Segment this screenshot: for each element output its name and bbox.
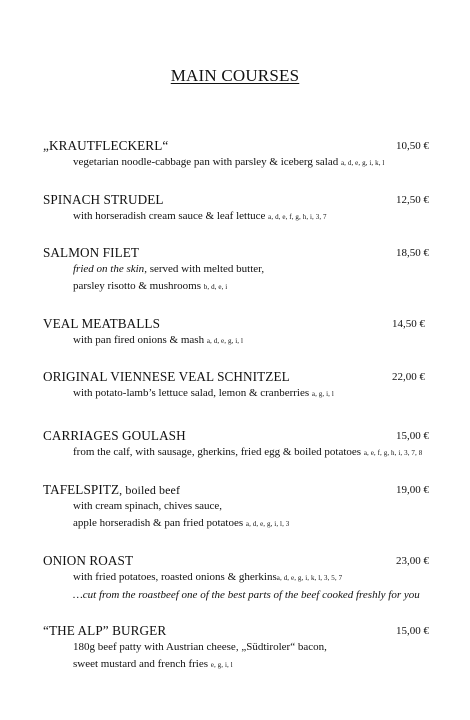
allergen-codes: a, d, e, g, i, l, 3	[245, 520, 290, 528]
item-description	[73, 569, 433, 587]
item-description	[73, 498, 433, 515]
allergen-codes: a, d, e, g, i, l	[206, 337, 244, 345]
item-description-line2	[73, 278, 433, 296]
item-description	[73, 154, 433, 172]
description-italic-text: …cut from the roastbeef one of the best parts of the beef cooked freshly for you	[73, 589, 420, 601]
item-name: SPINACH STRUDEL	[43, 192, 164, 207]
page-title: MAIN COURSES	[170, 66, 300, 85]
menu-item-tafelspitz	[43, 482, 433, 533]
item-description	[73, 261, 433, 278]
item-description-line2	[73, 515, 433, 533]
item-price: 14,50 €	[392, 318, 425, 330]
item-description-line2	[73, 587, 433, 604]
item-name	[43, 482, 433, 498]
menu-item-salmon-filet	[43, 245, 433, 296]
description-text: from the calf, with sausage, gherkins, fried egg & boiled potatoes	[73, 446, 362, 458]
allergen-codes: a, e, f, g, h, i, 3, 7, 8	[363, 449, 423, 457]
item-name-suffix: , boiled beef	[119, 483, 181, 497]
item-name: ONION ROAST	[43, 553, 134, 568]
item-name-main: TAFELSPITZ	[43, 482, 120, 497]
item-name: VEAL MEATBALLS	[43, 316, 161, 331]
item-description-line2	[73, 656, 433, 674]
description-text: parsley risotto & mushrooms	[73, 280, 202, 292]
allergen-codes: a, d, e, g, i, k, l, 3, 5, 7	[276, 574, 343, 582]
item-name: SALMON FILET	[43, 245, 140, 260]
menu-item-krautfleckerl	[43, 138, 433, 172]
allergen-codes: b, d, e, i	[203, 283, 228, 291]
item-description	[73, 208, 433, 226]
item-name: “THE ALP” BURGER	[43, 623, 167, 638]
item-name: ORIGINAL VIENNESE VEAL SCHNITZEL	[43, 369, 290, 384]
allergen-codes: a, d, e, g, i, k, l	[340, 159, 385, 167]
description-text: with horseradish cream sauce & leaf lettuce	[73, 210, 266, 222]
description-text: with cream spinach, chives sauce,	[73, 500, 223, 512]
menu-item-the-alp-burger	[43, 623, 433, 674]
allergen-codes: a, d, e, f, g, h, i, 3, 7	[268, 213, 327, 221]
description-text: with fried potatoes, roasted onions & gherkins	[73, 571, 277, 583]
allergen-codes: e, g, i, l	[210, 661, 233, 669]
allergen-codes: a, g, i, l	[311, 390, 334, 398]
menu-item-carriages-goulash	[43, 428, 433, 462]
item-price: 12,50 €	[396, 194, 429, 206]
menu-item-spinach-strudel	[43, 192, 433, 226]
item-price: 22,00 €	[392, 371, 425, 383]
description-text: with pan fired onions & mash	[73, 334, 205, 346]
item-price: 15,00 €	[396, 625, 429, 637]
description-text: , served with melted butter,	[144, 263, 265, 275]
description-text: with potato-lamb’s lettuce salad, lemon & cranberries	[73, 387, 310, 399]
item-name: „KRAUTFLECKERL“	[43, 138, 169, 153]
item-price: 15,00 €	[396, 430, 429, 442]
description-italic-text: fried on the skin	[73, 263, 145, 275]
item-price: 10,50 €	[396, 140, 429, 152]
item-price: 19,00 €	[396, 484, 429, 496]
item-description	[73, 385, 433, 403]
menu-item-veal-meatballs	[43, 316, 433, 350]
item-description	[73, 639, 433, 656]
item-description	[73, 332, 433, 350]
description-text: apple horseradish & pan fried potatoes	[73, 517, 244, 529]
menu-item-onion-roast	[43, 553, 433, 604]
description-text: vegetarian noodle-cabbage pan with parsley & iceberg salad	[73, 156, 339, 168]
item-price: 23,00 €	[396, 555, 429, 567]
item-name: CARRIAGES GOULASH	[43, 428, 186, 443]
description-text: 180g beef patty with Austrian cheese, „Südtiroler“ bacon,	[73, 641, 327, 653]
item-description	[73, 444, 433, 462]
menu-item-viennese-schnitzel	[43, 369, 433, 403]
description-text: sweet mustard and french fries	[73, 658, 209, 670]
item-price: 18,50 €	[396, 247, 429, 259]
